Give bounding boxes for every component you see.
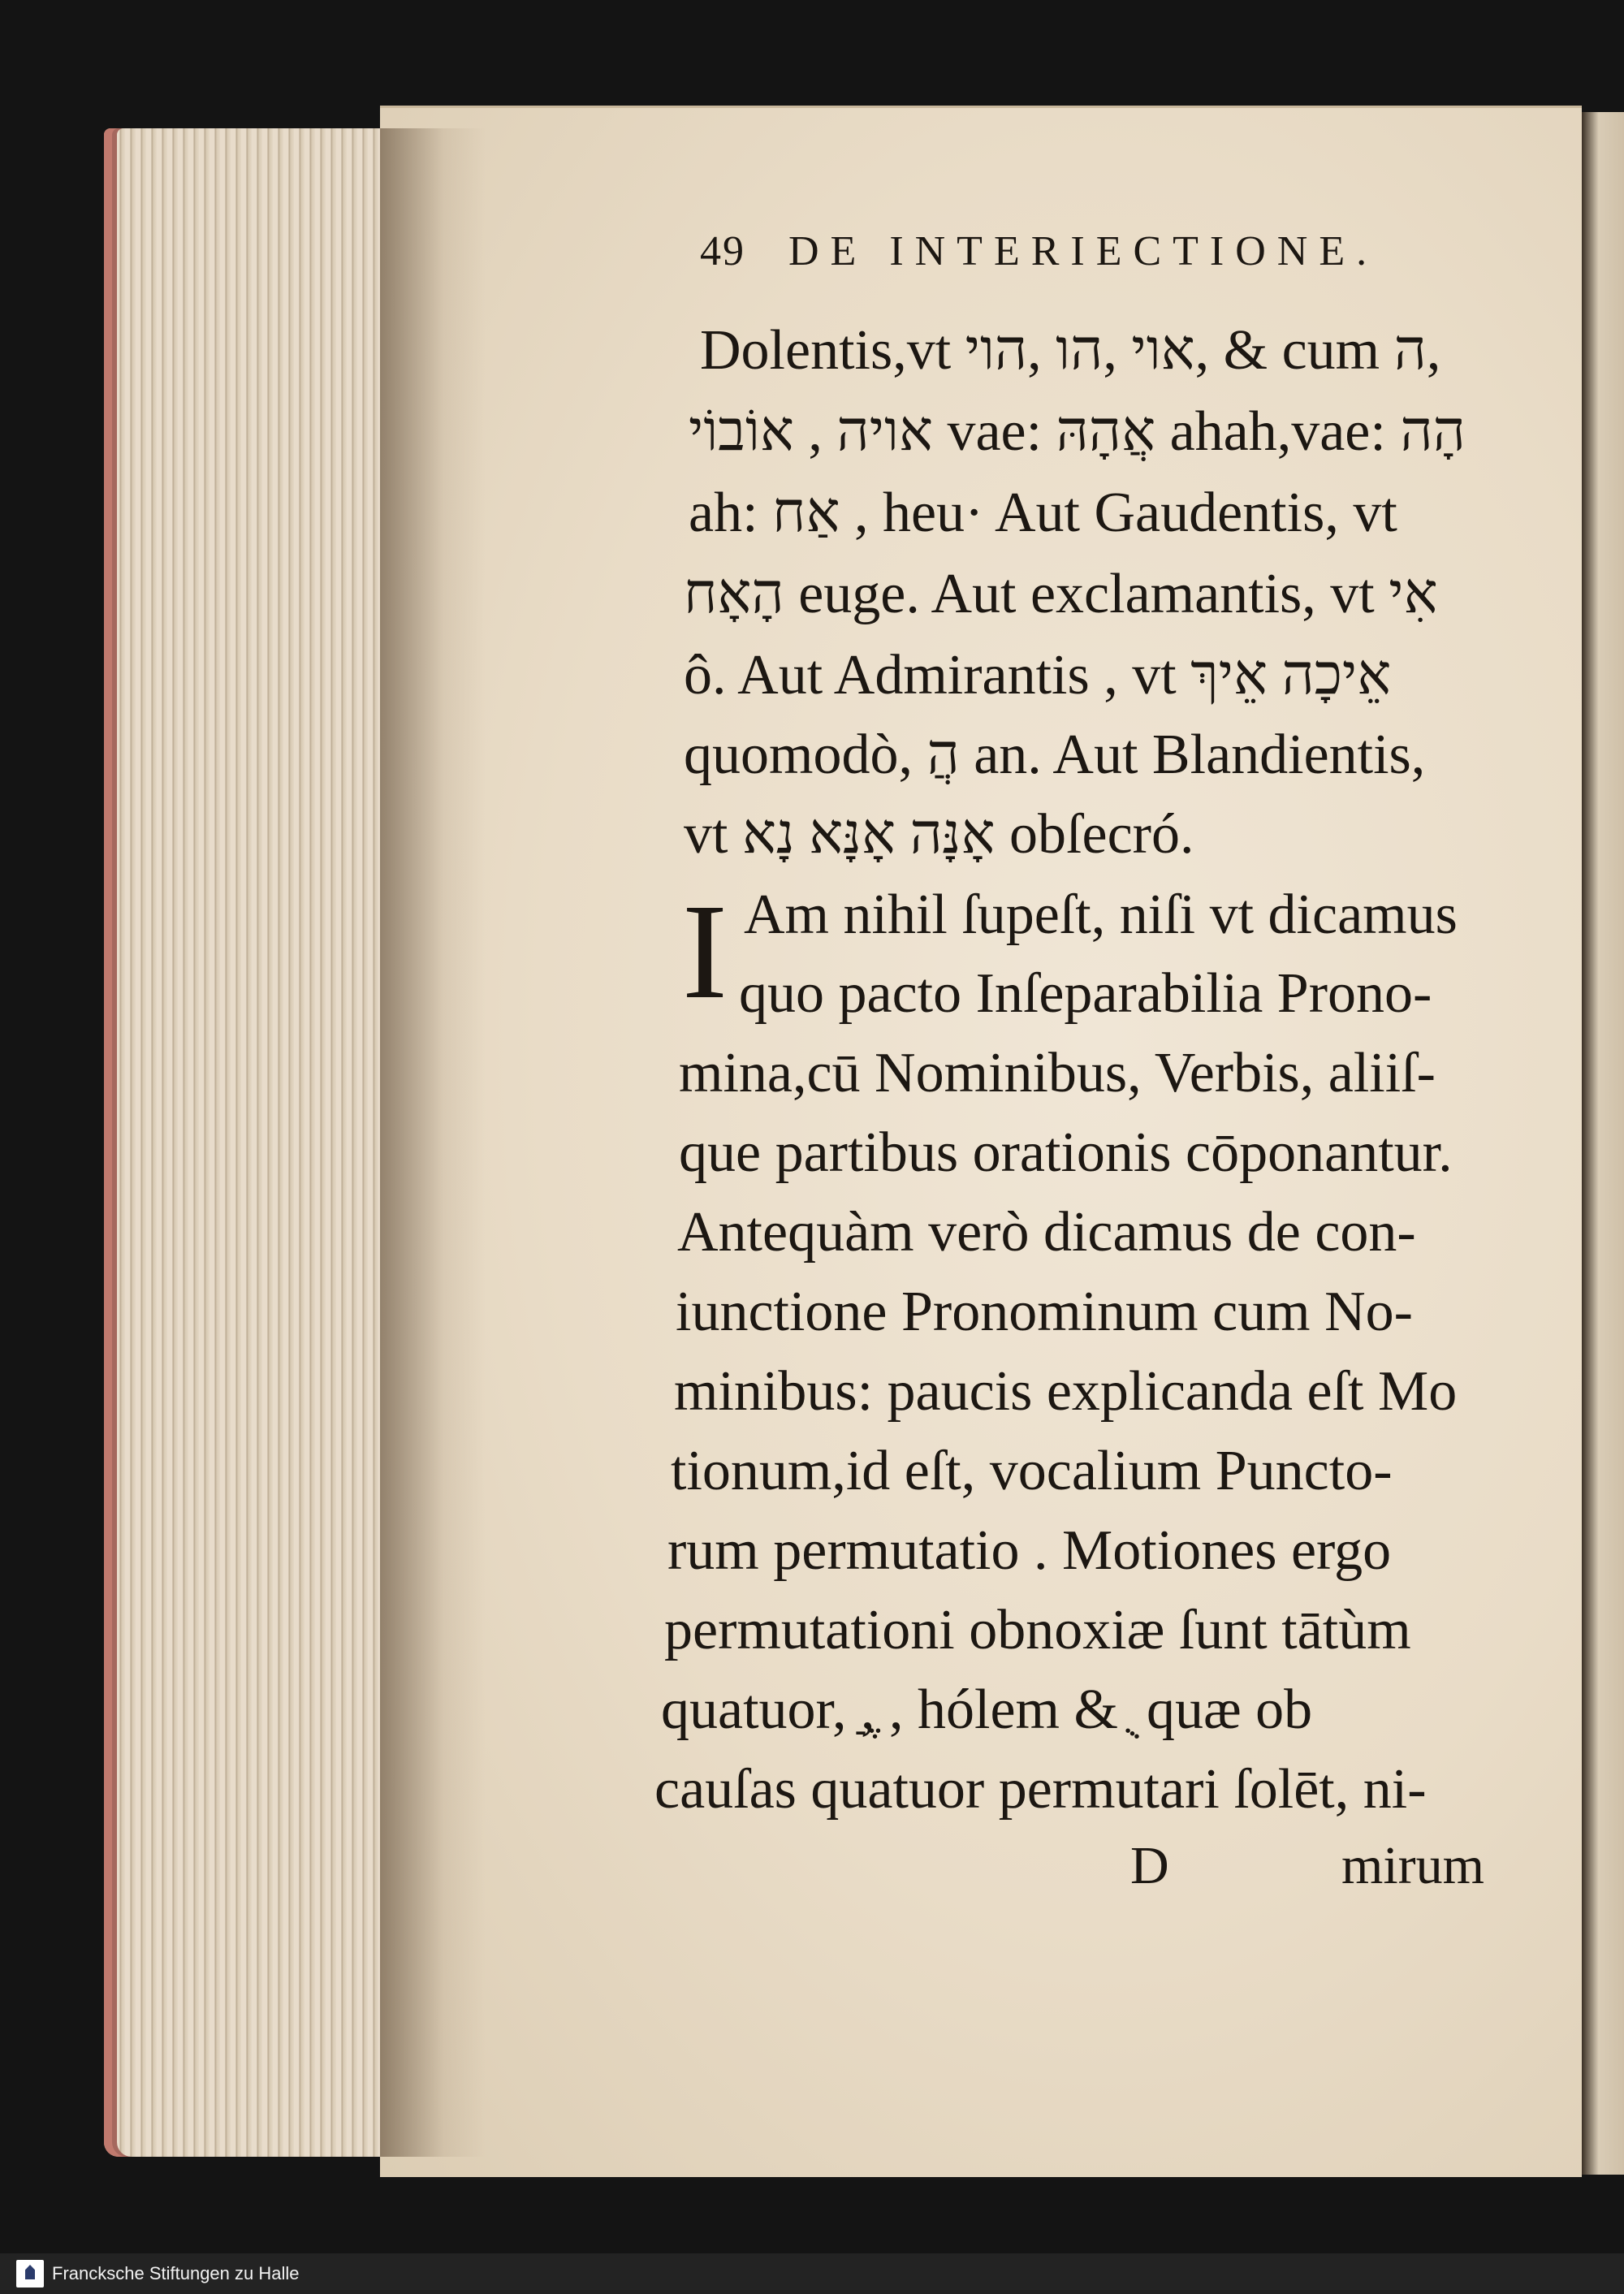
text-line: ô. Aut Admirantis , vt אֵיכָה אֵיךְ xyxy=(684,644,1392,706)
text-line: אויה , אוֹבוֹי vae: אֲהָהּ ahah,vae: הָה xyxy=(689,400,1466,463)
signature-mark: D xyxy=(1130,1836,1169,1895)
catchword: mirum xyxy=(1341,1836,1484,1895)
page-number: 49 xyxy=(700,228,745,274)
credit-text: Francksche Stiftungen zu Halle xyxy=(52,2263,300,2283)
text-line: mina,cū Nominibus, Verbis, aliiſ- xyxy=(679,1042,1436,1104)
text-line: tionum,id eſt, vocalium Puncto- xyxy=(671,1440,1393,1502)
text-line: Am nihil ſupeſt, niſi vt dicamus xyxy=(744,883,1458,946)
text-line: quatuor, ַ, ֶ, hólem & ֻ quæ ob xyxy=(661,1678,1313,1741)
running-header xyxy=(700,227,1431,275)
institution-logo-icon xyxy=(16,2260,44,2288)
text-line: cauſas quatuor permutari ſolēt, ni- xyxy=(654,1758,1427,1821)
text-line: rum permutatio . Motiones ergo xyxy=(667,1519,1392,1582)
text-line: ah: אַח , heu· Aut Gaudentis, vt xyxy=(689,482,1397,544)
text-line: Dolentis,vt אוי ,הו ,הוי, & cum ה, xyxy=(700,319,1441,382)
text-line: quomodò, הֲ an. Aut Blandientis, xyxy=(684,724,1426,786)
text-line: minibus: paucis explicanda eſt Mo xyxy=(674,1360,1458,1423)
running-title: DE INTERIECTIONE. xyxy=(788,228,1379,274)
drop-initial: I xyxy=(682,876,728,1027)
text-line: quo pacto Inſeparabilia Prono- xyxy=(739,962,1432,1025)
text-line: permutationi obnoxiæ ſunt tātùm xyxy=(664,1599,1411,1661)
text-line: Antequàm verò dicamus de con- xyxy=(677,1201,1416,1264)
text-line: que partibus orationis cōponantur. xyxy=(679,1121,1453,1184)
text-line: הָאָח euge. Aut exclamantis, vt אִי xyxy=(684,563,1438,625)
credit-bar xyxy=(0,2253,1624,2294)
text-line: vt אָנָּה אָנָּא נָא obſecró. xyxy=(684,803,1194,866)
text-line: iunctione Pronominum cum No- xyxy=(676,1281,1413,1343)
